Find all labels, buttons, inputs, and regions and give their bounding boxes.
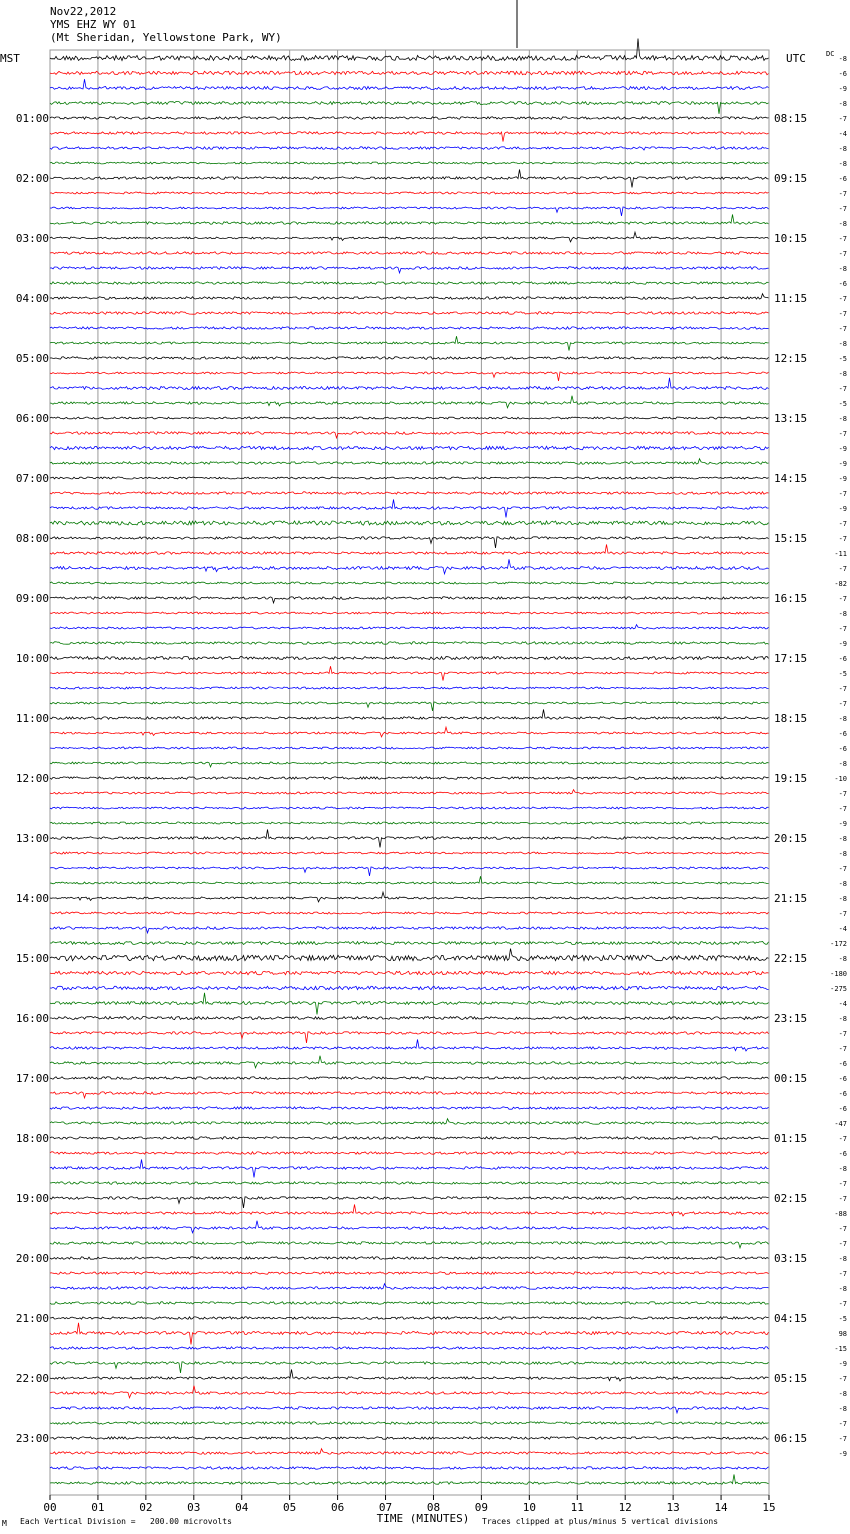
dc-label: DC bbox=[826, 50, 835, 58]
seismic-trace bbox=[50, 1160, 769, 1178]
seismic-trace bbox=[50, 327, 769, 329]
seismic-trace bbox=[50, 642, 769, 644]
dc-offset-value: -7 bbox=[838, 790, 847, 798]
dc-offset-value: -7 bbox=[838, 700, 847, 708]
seismic-trace bbox=[50, 432, 769, 438]
dc-offset-value: -7 bbox=[838, 1435, 847, 1443]
corner-mark: M bbox=[2, 1519, 7, 1528]
dc-offset-value: -7 bbox=[838, 625, 847, 633]
dc-offset-value: -7 bbox=[838, 565, 847, 573]
seismic-trace bbox=[50, 986, 769, 989]
seismic-trace bbox=[50, 545, 769, 555]
dc-offset-value: -7 bbox=[838, 520, 847, 528]
seismic-trace bbox=[50, 117, 769, 119]
seismic-trace bbox=[50, 1302, 769, 1304]
seismic-trace bbox=[50, 582, 769, 584]
mst-hour-label: 22:00 bbox=[15, 1372, 49, 1385]
seismic-trace bbox=[50, 252, 769, 254]
utc-hour-label: 18:15 bbox=[774, 712, 808, 725]
seismic-trace bbox=[50, 727, 769, 737]
seismic-trace bbox=[50, 357, 769, 360]
mst-hour-label: 08:00 bbox=[15, 532, 49, 545]
seismic-trace bbox=[50, 971, 769, 974]
seismic-trace bbox=[50, 942, 769, 945]
dc-offset-value: -7 bbox=[838, 1240, 847, 1248]
dc-offset-value: -8 bbox=[838, 1255, 847, 1263]
seismic-trace bbox=[50, 500, 769, 518]
dc-offset-value: -8 bbox=[838, 1405, 847, 1413]
mst-hour-label: 18:00 bbox=[15, 1132, 49, 1145]
dc-offset-value: -7 bbox=[838, 1135, 847, 1143]
x-tick-label: 13 bbox=[666, 1501, 680, 1514]
x-tick-label: 06 bbox=[330, 1501, 345, 1514]
x-tick-label: 00 bbox=[43, 1501, 57, 1514]
seismic-trace bbox=[50, 477, 769, 479]
seismic-trace bbox=[50, 666, 769, 680]
dc-offset-value: -8 bbox=[838, 895, 847, 903]
dc-offset-value: -8 bbox=[838, 955, 847, 963]
dc-offset-value: -9 bbox=[838, 460, 847, 468]
utc-hour-label: 12:15 bbox=[774, 352, 808, 365]
seismic-trace bbox=[50, 1107, 769, 1109]
dc-offset-value: -9 bbox=[838, 640, 847, 648]
dc-offset-value: -7 bbox=[838, 310, 847, 318]
seismic-trace bbox=[50, 1032, 769, 1043]
seismic-trace bbox=[50, 170, 769, 188]
seismic-trace bbox=[50, 1017, 769, 1020]
dc-offset-value: -6 bbox=[838, 1090, 847, 1098]
dc-offset-value: -172 bbox=[830, 940, 847, 948]
dc-offset-value: -7 bbox=[838, 1375, 847, 1383]
mst-hour-label: 15:00 bbox=[15, 952, 49, 965]
seismic-trace bbox=[50, 396, 769, 408]
seismic-trace bbox=[50, 1221, 769, 1233]
seismic-trace bbox=[50, 336, 769, 350]
seismic-trace bbox=[50, 162, 769, 164]
utc-hour-label: 11:15 bbox=[774, 292, 808, 305]
seismic-trace bbox=[50, 459, 769, 465]
mst-hour-label: 04:00 bbox=[15, 292, 49, 305]
seismic-trace bbox=[50, 1407, 769, 1413]
seismic-trace bbox=[50, 378, 769, 390]
utc-hour-label: 05:15 bbox=[774, 1372, 808, 1385]
dc-offset-value: -6 bbox=[838, 175, 847, 183]
dc-offset-value: -275 bbox=[830, 985, 847, 993]
seismic-trace bbox=[50, 132, 769, 142]
dc-offset-value: -9 bbox=[838, 85, 847, 93]
seismic-trace bbox=[50, 1242, 769, 1248]
dc-offset-value: -7 bbox=[838, 910, 847, 918]
seismic-trace bbox=[50, 102, 769, 114]
dc-offset-value: -7 bbox=[838, 385, 847, 393]
mst-hour-label: 01:00 bbox=[15, 112, 49, 125]
seismic-trace bbox=[50, 1257, 769, 1259]
utc-hour-label: 03:15 bbox=[774, 1252, 808, 1265]
utc-hour-label: 00:15 bbox=[774, 1072, 808, 1085]
seismic-trace bbox=[50, 612, 769, 614]
dc-offset-value: -8 bbox=[838, 220, 847, 228]
seismic-trace bbox=[50, 777, 769, 779]
seismic-trace bbox=[50, 822, 769, 824]
dc-offset-value: -7 bbox=[838, 325, 847, 333]
clip-note: Traces clipped at plus/minus 5 vertical divisions bbox=[482, 1517, 719, 1526]
dc-offset-value: -88 bbox=[834, 1210, 847, 1218]
mst-hour-label: 07:00 bbox=[15, 472, 49, 485]
scale-prefix: Each Vertical Division = bbox=[20, 1517, 136, 1526]
utc-hour-label: 02:15 bbox=[774, 1192, 808, 1205]
dc-offset-value: -7 bbox=[838, 805, 847, 813]
x-tick-label: 02 bbox=[139, 1501, 153, 1514]
mst-hour-label: 06:00 bbox=[15, 412, 49, 425]
utc-hour-label: 09:15 bbox=[774, 172, 808, 185]
dc-offset-value: -7 bbox=[838, 115, 847, 123]
seismic-trace bbox=[50, 1056, 769, 1068]
seismic-trace bbox=[50, 1347, 769, 1349]
mst-hour-label: 21:00 bbox=[15, 1312, 49, 1325]
mst-hour-label: 14:00 bbox=[15, 892, 49, 905]
dc-offset-value: -8 bbox=[838, 760, 847, 768]
seismic-trace bbox=[50, 927, 769, 933]
x-tick-label: 15 bbox=[762, 1501, 776, 1514]
seismic-trace bbox=[50, 147, 769, 150]
seismic-trace bbox=[50, 710, 769, 720]
seismic-trace bbox=[50, 372, 769, 381]
seismic-trace bbox=[50, 521, 769, 525]
utc-hour-label: 14:15 bbox=[774, 472, 808, 485]
dc-offset-value: -6 bbox=[838, 1105, 847, 1113]
x-tick-label: 08 bbox=[426, 1501, 441, 1514]
dc-offset-value: -8 bbox=[838, 145, 847, 153]
mst-hour-label: 10:00 bbox=[15, 652, 49, 665]
seismic-trace bbox=[50, 282, 769, 284]
seismic-trace bbox=[50, 1092, 769, 1098]
seismic-trace bbox=[50, 1119, 769, 1125]
seismic-trace bbox=[50, 1205, 769, 1217]
x-tick-label: 11 bbox=[570, 1501, 584, 1514]
dc-offset-value: -7 bbox=[838, 1180, 847, 1188]
dc-offset-value: -7 bbox=[838, 190, 847, 198]
utc-hour-label: 15:15 bbox=[774, 532, 808, 545]
dc-offset-value: -8 bbox=[838, 1285, 847, 1293]
dc-offset-value: -5 bbox=[838, 1315, 847, 1323]
dc-offset-value: -9 bbox=[838, 445, 847, 453]
dc-offset-value: -180 bbox=[830, 970, 847, 978]
x-axis-label: TIME (MINUTES) bbox=[376, 1512, 470, 1525]
seismic-trace bbox=[50, 79, 769, 89]
mst-hour-label: 03:00 bbox=[15, 232, 49, 245]
seismic-trace bbox=[50, 1272, 769, 1274]
seismic-trace bbox=[50, 657, 769, 660]
dc-offset-value: -6 bbox=[838, 1075, 847, 1083]
mst-hour-label: 16:00 bbox=[15, 1012, 49, 1025]
seismic-trace bbox=[50, 1317, 769, 1319]
seismic-trace bbox=[50, 790, 769, 794]
seismic-trace bbox=[50, 687, 769, 689]
dc-offset-value: -7 bbox=[838, 1225, 847, 1233]
dc-offset-value: -15 bbox=[834, 1345, 847, 1353]
seismic-trace bbox=[50, 852, 769, 854]
dc-offset-value: -8 bbox=[838, 415, 847, 423]
x-tick-label: 03 bbox=[187, 1501, 201, 1514]
mst-hour-label: 02:00 bbox=[15, 172, 49, 185]
dc-offset-value: -9 bbox=[838, 1450, 847, 1458]
seismic-trace bbox=[50, 1467, 769, 1469]
dc-offset-value: -9 bbox=[838, 505, 847, 513]
seismic-trace bbox=[50, 747, 769, 749]
mst-hour-label: 23:00 bbox=[15, 1432, 49, 1445]
dc-offset-value: -11 bbox=[834, 550, 847, 558]
dc-offset-value: -47 bbox=[834, 1120, 847, 1128]
seismic-trace bbox=[50, 207, 769, 216]
dc-offset-value: -9 bbox=[838, 475, 847, 483]
dc-offset-value: -7 bbox=[838, 430, 847, 438]
record-date: Nov22,2012 bbox=[50, 5, 117, 18]
dc-offset-value: -8 bbox=[838, 340, 847, 348]
utc-hour-label: 04:15 bbox=[774, 1312, 808, 1325]
seismic-trace bbox=[50, 1182, 769, 1185]
utc-hour-label: 10:15 bbox=[774, 232, 808, 245]
utc-hour-label: 21:15 bbox=[774, 892, 808, 905]
seismic-trace bbox=[50, 892, 769, 902]
dc-offset-value: -9 bbox=[838, 1360, 847, 1368]
dc-offset-value: -8 bbox=[838, 55, 847, 63]
seismic-trace bbox=[50, 949, 769, 961]
dc-offset-value: 98 bbox=[838, 1330, 847, 1338]
utc-hour-label: 17:15 bbox=[774, 652, 808, 665]
seismic-trace bbox=[50, 559, 769, 574]
dc-offset-value: -82 bbox=[834, 580, 847, 588]
seismic-trace bbox=[50, 1370, 769, 1382]
dc-offset-value: -6 bbox=[838, 280, 847, 288]
plot-frame bbox=[50, 50, 769, 1495]
seismic-trace bbox=[50, 1422, 769, 1424]
dc-offset-value: -7 bbox=[838, 1045, 847, 1053]
seismic-trace bbox=[50, 597, 769, 603]
x-tick-label: 01 bbox=[91, 1501, 105, 1514]
dc-offset-value: -8 bbox=[838, 265, 847, 273]
seismic-trace bbox=[50, 417, 769, 419]
seismic-trace bbox=[50, 446, 769, 449]
seismic-trace bbox=[50, 625, 769, 629]
dc-offset-value: -7 bbox=[838, 490, 847, 498]
dc-offset-value: -6 bbox=[838, 745, 847, 753]
dc-offset-value: -7 bbox=[838, 1270, 847, 1278]
dc-offset-value: -7 bbox=[838, 685, 847, 693]
seismic-trace bbox=[50, 830, 769, 848]
utc-hour-label: 13:15 bbox=[774, 412, 808, 425]
seismic-trace bbox=[50, 1386, 769, 1398]
dc-offset-value: -4 bbox=[838, 925, 847, 933]
seismic-trace bbox=[50, 192, 769, 194]
x-tick-label: 12 bbox=[618, 1501, 632, 1514]
dc-offset-value: -6 bbox=[838, 70, 847, 78]
seismic-trace bbox=[50, 312, 769, 314]
station-id: YMS EHZ WY 01 bbox=[50, 18, 137, 31]
seismic-trace bbox=[50, 1137, 769, 1139]
seismic-trace bbox=[50, 1323, 769, 1345]
dc-offset-value: -6 bbox=[838, 1150, 847, 1158]
seismic-trace bbox=[50, 876, 769, 884]
seismic-trace bbox=[50, 1197, 769, 1208]
dc-offset-value: -8 bbox=[838, 610, 847, 618]
seismic-trace bbox=[50, 762, 769, 767]
dc-offset-value: -8 bbox=[838, 370, 847, 378]
dc-offset-value: -8 bbox=[838, 880, 847, 888]
utc-hour-label: 16:15 bbox=[774, 592, 808, 605]
seismic-trace bbox=[50, 232, 769, 242]
seismic-trace bbox=[50, 1449, 769, 1455]
dc-offset-value: -10 bbox=[834, 775, 847, 783]
seismic-trace bbox=[50, 492, 769, 494]
dc-offset-value: -7 bbox=[838, 205, 847, 213]
seismic-trace bbox=[50, 1475, 769, 1485]
dc-offset-value: -7 bbox=[838, 250, 847, 258]
mst-hour-label: 19:00 bbox=[15, 1192, 49, 1205]
x-tick-label: 14 bbox=[714, 1501, 728, 1514]
x-tick-label: 09 bbox=[474, 1501, 489, 1514]
dc-offset-value: -7 bbox=[838, 1420, 847, 1428]
right-timezone-label: UTC bbox=[786, 52, 806, 65]
mst-hour-label: 17:00 bbox=[15, 1072, 49, 1085]
dc-offset-value: -7 bbox=[838, 295, 847, 303]
seismic-trace bbox=[50, 1437, 769, 1439]
seismic-trace bbox=[50, 993, 769, 1015]
utc-hour-label: 23:15 bbox=[774, 1012, 808, 1025]
utc-hour-label: 01:15 bbox=[774, 1132, 808, 1145]
dc-offset-value: -9 bbox=[838, 820, 847, 828]
dc-offset-value: -6 bbox=[838, 655, 847, 663]
dc-offset-value: -5 bbox=[838, 355, 847, 363]
x-tick-label: 05 bbox=[283, 1501, 297, 1514]
dc-offset-value: -7 bbox=[838, 1030, 847, 1038]
x-tick-label: 04 bbox=[235, 1501, 249, 1514]
utc-hour-label: 19:15 bbox=[774, 772, 808, 785]
seismic-trace bbox=[50, 867, 769, 876]
mst-hour-label: 09:00 bbox=[15, 592, 49, 605]
mst-hour-label: 11:00 bbox=[15, 712, 49, 725]
dc-offset-value: -7 bbox=[838, 865, 847, 873]
seismic-trace bbox=[50, 1152, 769, 1154]
dc-offset-value: -8 bbox=[838, 850, 847, 858]
mst-hour-label: 12:00 bbox=[15, 772, 49, 785]
dc-offset-value: -5 bbox=[838, 400, 847, 408]
dc-offset-value: -8 bbox=[838, 100, 847, 108]
mst-hour-label: 05:00 bbox=[15, 352, 49, 365]
left-timezone-label: MST bbox=[0, 52, 20, 65]
utc-hour-label: 20:15 bbox=[774, 832, 808, 845]
dc-offset-value: -8 bbox=[838, 835, 847, 843]
dc-offset-value: -5 bbox=[838, 670, 847, 678]
seismic-trace bbox=[50, 1040, 769, 1052]
seismic-trace bbox=[50, 1077, 769, 1079]
utc-hour-label: 22:15 bbox=[774, 952, 808, 965]
seismic-trace bbox=[50, 215, 769, 225]
dc-offset-value: -4 bbox=[838, 1000, 847, 1008]
mst-hour-label: 20:00 bbox=[15, 1252, 49, 1265]
dc-offset-value: -7 bbox=[838, 595, 847, 603]
dc-offset-value: -8 bbox=[838, 715, 847, 723]
dc-offset-value: -8 bbox=[838, 160, 847, 168]
station-location: (Mt Sheridan, Yellowstone Park, WY) bbox=[50, 31, 282, 44]
utc-hour-label: 08:15 bbox=[774, 112, 808, 125]
dc-offset-value: -7 bbox=[838, 1300, 847, 1308]
seismic-trace bbox=[50, 1284, 769, 1290]
dc-offset-value: -8 bbox=[838, 1165, 847, 1173]
seismic-trace bbox=[50, 912, 769, 914]
dc-offset-value: -6 bbox=[838, 730, 847, 738]
seismic-trace bbox=[50, 807, 769, 809]
seismic-trace bbox=[50, 267, 769, 273]
dc-offset-value: -6 bbox=[838, 1060, 847, 1068]
dc-offset-value: -7 bbox=[838, 235, 847, 243]
dc-offset-value: -7 bbox=[838, 535, 847, 543]
seismic-trace bbox=[50, 702, 769, 711]
scale-value: 200.00 microvolts bbox=[150, 1517, 232, 1526]
seismic-trace bbox=[50, 537, 769, 548]
seismic-trace bbox=[50, 1362, 769, 1373]
seismic-trace bbox=[50, 294, 769, 300]
x-tick-label: 10 bbox=[522, 1501, 536, 1514]
utc-hour-label: 06:15 bbox=[774, 1432, 808, 1445]
dc-offset-value: -4 bbox=[838, 130, 847, 138]
x-tick-label: 07 bbox=[378, 1501, 393, 1514]
seismic-trace bbox=[50, 71, 769, 74]
mst-hour-label: 13:00 bbox=[15, 832, 49, 845]
dc-offset-value: -8 bbox=[838, 1390, 847, 1398]
dc-offset-value: -7 bbox=[838, 1195, 847, 1203]
dc-offset-value: -8 bbox=[838, 1015, 847, 1023]
